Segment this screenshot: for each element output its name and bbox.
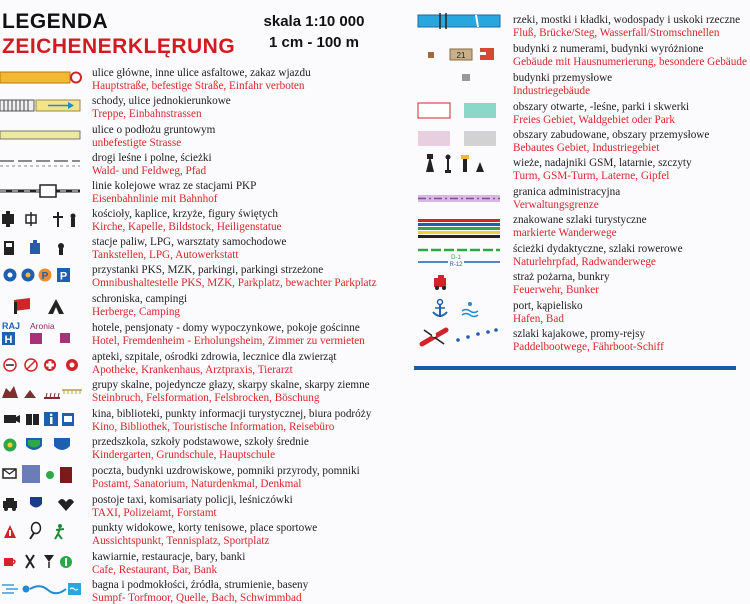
legend-item-rocks [92, 379, 370, 404]
legend-item-post-offices [92, 465, 360, 490]
scale-label: skala 1:10 000 [263, 13, 365, 30]
item-label-pl: bagna i podmokłości, źródła, strumienie, baseny [92, 579, 309, 591]
item-label-de: Gebäude mit Hausnumerierung, besondere Gebäude [513, 55, 747, 68]
item-label-de: Hauptstraße, befestige Straße, Einfahr verboten [92, 79, 305, 92]
legend-item-pharmacies [92, 351, 336, 376]
legend-item-buildings [513, 43, 747, 68]
item-label-de: Hafen, Bad [513, 312, 564, 325]
item-label-de: Industriegebäude [513, 84, 591, 97]
tower-icon [418, 152, 504, 176]
legend-item-rivers [513, 14, 740, 39]
item-label-de: Hotel, Fremdenheim - Erholungsheim, Zimmer zu vermieten [92, 334, 365, 347]
item-label-de: Kirche, Kapelle, Bildstock, Heiligenstatue [92, 220, 282, 233]
fire-station-icon [418, 272, 504, 294]
item-label-de: Herberge, Camping [92, 305, 181, 318]
item-label-de: Kindergarten, Grundschule, Hauptschule [92, 448, 276, 461]
item-label-pl: punkty widokowe, korty tenisowe, place sportowe [92, 522, 318, 534]
item-label-de: Steinbruch, Felsformation, Felsbrocken, Böschung [92, 391, 320, 404]
legend-item-hiking-trails [513, 214, 647, 239]
river-symbol [418, 12, 504, 30]
legend-item-schools [92, 436, 309, 461]
item-label-de: Paddelbootwege, Fährboot-Schiff [513, 340, 664, 353]
legend-item-hostels [92, 293, 187, 318]
legend-item-railway [92, 180, 256, 205]
legend-item-viewpoints [92, 522, 317, 547]
legend-item-bus-stops [92, 264, 377, 289]
viewpoint-tennis-icon [0, 522, 84, 542]
pharmacy-icon [0, 356, 84, 376]
legend-item-fire-stations [513, 271, 610, 296]
item-label-pl: przystanki PKS, MZK, parkingi, parkingi strzeżone [92, 264, 324, 276]
item-label-pl: znakowane szlaki turystyczne [513, 214, 647, 226]
legend-item-hotels [92, 322, 365, 347]
item-label-de: Fluß, Brücke/Steg, Wasserfall/Stromschnellen [513, 26, 720, 39]
legend-item-fuel-stations [92, 236, 286, 261]
section-divider [414, 366, 736, 370]
svg-text:Aronia: Aronia [30, 321, 55, 331]
item-label-de: Naturlehrpfad, Radwanderwege [513, 255, 656, 268]
railway-symbol [0, 184, 84, 198]
item-label-pl: granica administracyjna [513, 186, 621, 198]
svg-text:P: P [59, 270, 68, 283]
item-label-pl: port, kąpielisko [513, 300, 583, 312]
legend-item-harbor [513, 300, 583, 325]
school-icon [0, 436, 84, 456]
item-label-de: markierte Wanderwege [513, 226, 617, 239]
item-label-pl: apteki, szpitale, ośrodki zdrowia, lecznice dla zwierząt [92, 351, 337, 363]
legend-item-dirt-roads [92, 124, 215, 149]
rock-icon [0, 382, 84, 402]
swamp-spring-icon [0, 580, 84, 602]
post-office-icon [0, 464, 84, 486]
kayak-icon [418, 324, 504, 350]
item-label-pl: hotele, pensjonaty - domy wypoczynkowe, pokoje gościnne [92, 322, 360, 334]
item-label-de: Treppe, Einbahnstrassen [92, 107, 202, 120]
cafe-restaurant-icon [0, 552, 84, 572]
built-area-symbol [418, 130, 504, 148]
camping-icon [0, 296, 84, 316]
item-label-pl: ścieżki dydaktyczne, szlaki rowerowe [513, 243, 683, 255]
legend-item-churches [92, 208, 282, 233]
church-icon [0, 210, 84, 230]
item-label-pl: linie kolejowe wraz ze stacjami PKP [92, 180, 257, 192]
item-label-pl: budynki przemysłowe [513, 72, 613, 84]
item-label-de: TAXI, Polizeiamt, Forstamt [92, 506, 217, 519]
svg-text:RAJ: RAJ [2, 321, 21, 331]
item-label-de: Turm, GSM-Turm, Laterne, Gipfel [513, 169, 670, 182]
item-label-de: Postamt, Sanatorium, Naturdenkmal, Denkmal [92, 477, 302, 490]
industrial-building-symbol [418, 72, 504, 84]
item-label-pl: postoje taxi, komisariaty policji, leśniczówki [92, 494, 293, 506]
item-label-de: unbefestigte Strasse [92, 136, 182, 149]
item-label-de: Cafe, Restaurant, Bar, Bank [92, 563, 218, 576]
svg-text:P: P [41, 271, 49, 282]
scale-ratio: 1 cm - 100 m [268, 34, 360, 51]
item-label-pl: kawiarnie, restauracje, bary, banki [92, 551, 246, 563]
item-label-pl: grupy skalne, pojedyncze głazy, skarpy skalne, skarpy ziemne [92, 379, 370, 391]
dirt-road-symbol [0, 129, 84, 141]
item-label-pl: ulice główne, inne ulice asfaltowe, zakaz wjazdu [92, 67, 311, 79]
open-area-symbol [418, 102, 504, 120]
taxi-police-icon [0, 494, 84, 514]
legend-item-open-areas [513, 101, 689, 126]
item-label-de: Omnibushaltestelle PKS, MZK, Parkplatz, bewachter Parkplatz [92, 276, 377, 289]
legend-item-towers [513, 157, 692, 182]
stairs-oneway-symbol [0, 99, 84, 113]
hiking-trails-symbol [418, 218, 504, 240]
cinema-info-icon [0, 410, 84, 430]
item-label-pl: schody, ulice jednokierunkowe [92, 95, 231, 107]
legend-item-kayak [513, 328, 664, 353]
item-label-pl: rzeki, mostki i kładki, wodospady i uskoki rzeczne [513, 14, 741, 26]
svg-text:H: H [4, 334, 13, 346]
item-label-pl: kina, biblioteki, punkty informacji turystycznej, biura podróży [92, 408, 372, 420]
item-label-pl: obszary otwarte, -leśne, parki i skwerki [513, 101, 690, 113]
item-label-de: Eisenbahnlinie mit Bahnhof [92, 192, 218, 205]
item-label-de: Sumpf- Torfmoor, Quelle, Bach, Schwimmbad [92, 591, 302, 604]
legend-item-built-areas [513, 129, 709, 154]
fuel-station-icon [0, 238, 84, 258]
legend-item-taxi [92, 494, 293, 519]
svg-text:21: 21 [456, 51, 466, 60]
item-label-de: Aussichtspunkt, Tennisplatz, Sportplatz [92, 534, 270, 547]
legend-item-cafes [92, 551, 245, 576]
item-label-pl: ulice o podłożu gruntowym [92, 124, 216, 136]
main-road-symbol [0, 70, 84, 86]
item-label-pl: schroniska, campingi [92, 293, 188, 305]
bike-trail-symbol [418, 244, 504, 268]
legend-title: LEGENDA [2, 10, 109, 33]
item-label-de: Bebautes Gebiet, Industriegebiet [513, 141, 660, 154]
item-label-de: Tankstellen, LPG, Autowerkstatt [92, 248, 239, 261]
legend-title-german: ZEICHENERKLĘRUNG [2, 35, 236, 58]
item-label-pl: wieże, nadajniki GSM, latarnie, szczyty [513, 157, 692, 169]
svg-text:D-1: D-1 [451, 255, 461, 261]
item-label-de: Freies Gebiet, Waldgebiet oder Park [513, 113, 675, 126]
forest-path-symbol [0, 157, 84, 169]
item-label-pl: drogi leśne i polne, ścieżki [92, 152, 212, 164]
item-label-de: Wald- und Feldweg, Pfad [92, 164, 207, 177]
legend-item-boundary [513, 186, 620, 211]
legend-item-industrial [513, 72, 612, 97]
item-label-pl: straż pożarna, bunkry [513, 271, 610, 283]
boundary-symbol [418, 193, 504, 205]
svg-text:R-12: R-12 [449, 262, 463, 268]
hotel-icon [0, 320, 84, 348]
bus-parking-icon [0, 266, 84, 286]
anchor-icon [418, 298, 504, 320]
item-label-de: Apotheke, Krankenhaus, Arztpraxis, Tierarzt [92, 363, 293, 376]
legend-item-bike-trails [513, 243, 683, 268]
legend-item-cinemas [92, 408, 371, 433]
item-label-pl: kościoły, kaplice, krzyże, figury świętych [92, 208, 278, 220]
buildings-symbol [418, 46, 504, 66]
item-label-pl: przedszkola, szkoły podstawowe, szkoły średnie [92, 436, 309, 448]
item-label-de: Feuerwehr, Bunker [513, 283, 599, 296]
item-label-pl: stacje paliw, LPG, warsztaty samochodowe [92, 236, 287, 248]
item-label-pl: obszary zabudowane, obszary przemysłowe [513, 129, 710, 141]
legend-item-forest-paths [92, 152, 212, 177]
item-label-pl: szlaki kajakowe, promy-rejsy [513, 328, 646, 340]
item-label-pl: budynki z numerami, budynki wyróżnione [513, 43, 704, 55]
legend-item-swamps [92, 579, 308, 604]
item-label-de: Verwaltungsgrenze [513, 198, 599, 211]
legend-item-main-roads [92, 67, 311, 92]
item-label-de: Kino, Bibliothek, Touristische Information, Reisebüro [92, 420, 335, 433]
legend-item-stairs [92, 95, 231, 120]
item-label-pl: poczta, budynki uzdrowiskowe, pomniki przyrody, pomniki [92, 465, 360, 477]
